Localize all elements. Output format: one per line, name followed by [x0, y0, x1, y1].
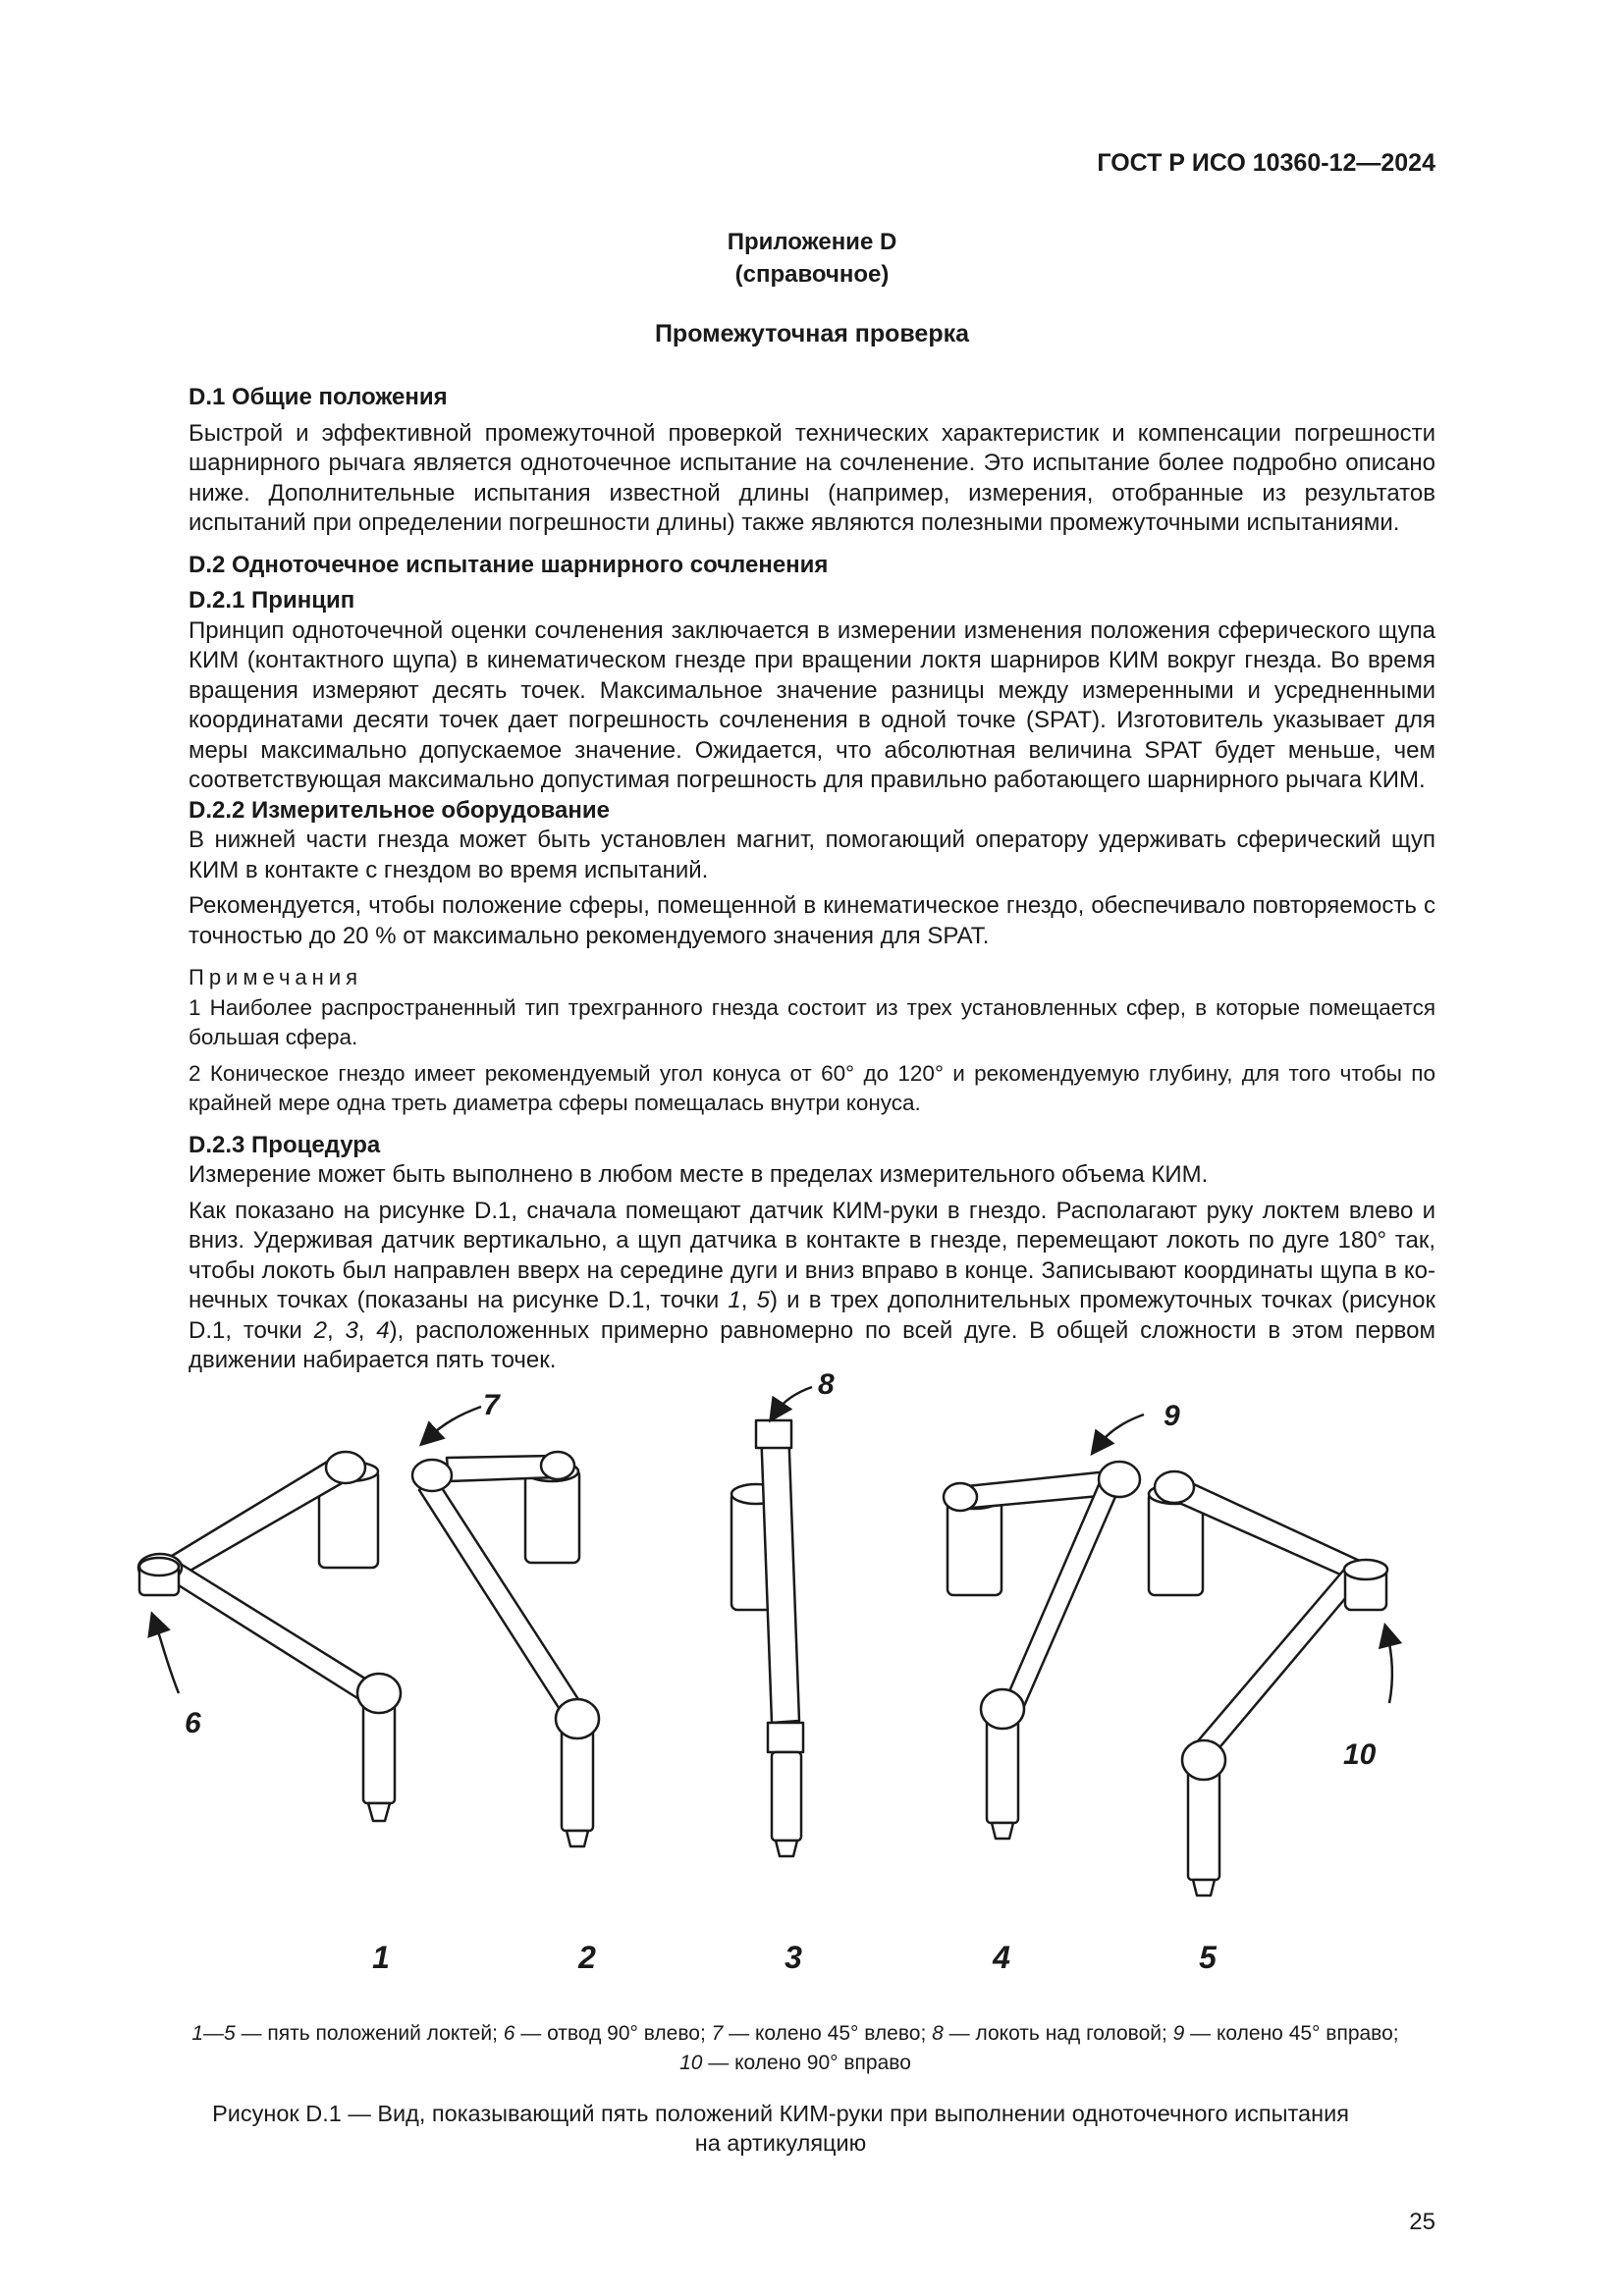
figure-d1-arm-positions [128, 1368, 1463, 1988]
page-number: 25 [1409, 2209, 1435, 2235]
paragraph-d22-2: Рекомендуется, чтобы положение сферы, помещенной в кинематическое гнездо, обеспечивало повторяемость с точностью до 20 % от максимально рекомендуемого значения для SPAT. [189, 892, 1435, 949]
figure-legend [108, 2019, 1483, 2078]
annex-type: (справочное) [734, 261, 890, 288]
paragraph-d21: Принцип одноточечной оценки сочленения заключается в измерении изменения положения сферического щупа КИМ (контактного щупа) в кинематическом гнезде при вращении локтя шарниров КИМ вокруг гнезда. Во время вращения измеряют десять точек. Максимальное значение разницы между измеренными и усредненными координатами десяти точек дает погрешность сочленения в одной точке (SPAT). Изготовитель указывает для меры максимально допускаемое значение. Ожидается, что абсолютная величина SPAT будет меньше, чем соответствующая максимально допустимая погрешность для правильно работающего шарнирного рычага КИМ. [189, 616, 1435, 793]
position-label-5: 5 [1199, 1940, 1217, 1975]
position-label-4: 4 [993, 1940, 1010, 1975]
standard-code: ГОСТ Р ИСО 10360-12—2024 [1097, 149, 1435, 177]
figure-caption-line-1: Рисунок D.1 — Вид, показывающий пять положений КИМ-руки при выполнении одноточечного испытания [212, 2101, 1349, 2126]
callout-arrow-6 [155, 1623, 179, 1693]
paragraph-d1: Быстрой и эффективной промежуточной проверкой технических характеристик и компенсации погрешности шарнирного рычага является одноточечное испытание на сочленение. Это испытание более подробно описано ниже. Дополнительные испытания известной длины (например, измерения, отобранные из результатов испытаний при определении погрешности длины) также являются полезными промежуточными испытаниями. [189, 419, 1435, 536]
arm-position-4 [944, 1462, 1140, 1839]
callout-9: 9 [1164, 1400, 1180, 1432]
section-heading-d2: D.2 Одноточечное испытание шарнирного сочленения [189, 551, 829, 578]
position-label-1: 1 [372, 1940, 390, 1975]
annex-label: Приложение D [727, 229, 897, 255]
annex-title: Промежуточная проверка [654, 320, 970, 347]
arm-position-5 [1149, 1471, 1387, 1896]
paragraph-d23-2: Как показано на рисунке D.1, сначала помещают датчик КИМ-руки в гнездо. Располагают руку локтем влево и вниз. Удерживая датчик вертикально, а щуп датчика в контакте в гнезде, перемещают локоть по дуге 180° так, чтобы локоть был направлен вверх на середине дуги и вниз вправо в конце. Записывают координаты щупа в конечных точках (показаны на рисунке D.1, точки 1, 5) и в трех дополнительных промежуточных точках (рисунок D.1, точки 2, 3, 4), расположенных примерно равномерно по всей дуге. В общей сложности в этом первом движении набирается пять точек. [189, 1197, 1436, 1373]
section-heading-d21: D.2.1 Принцип [189, 587, 355, 614]
document-body [189, 383, 1435, 1376]
paragraph-d23-1: Измерение может быть выполнено в любом месте в пределах измерительного объема КИМ. [189, 1161, 1209, 1188]
notes-heading: Примечания [189, 965, 363, 989]
arm-position-1 [138, 1452, 401, 1821]
section-heading-d22: D.2.2 Измерительное оборудование [189, 796, 610, 824]
callout-10: 10 [1343, 1738, 1377, 1771]
note-1: 1 Наиболее распространенный тип трехгранного гнезда состоит из трех установленных сфер, в которые помещается большая сфера. [189, 994, 1435, 1049]
callout-arrow-9 [1098, 1415, 1144, 1446]
annex-header [0, 226, 1624, 291]
callout-arrow-10 [1387, 1634, 1392, 1703]
position-label-2: 2 [578, 1940, 596, 1975]
callout-7: 7 [483, 1389, 500, 1421]
figure-caption-line-2: на артикуляцию [694, 2130, 867, 2156]
note-2: 2 Коническое гнездо имеет рекомендуемый угол конуса от 60° до 120° и рекомендуемую глубину, для того чтобы по крайней мере одна треть диаметра сферы помещалась внутри конуса. [189, 1060, 1435, 1115]
arm-position-3 [731, 1420, 803, 1856]
figure-caption [147, 2099, 1414, 2158]
callout-arrow-7 [428, 1407, 481, 1438]
callout-6: 6 [185, 1707, 201, 1739]
section-heading-d23: D.2.3 Процедура [189, 1131, 381, 1158]
arm-position-2 [412, 1452, 599, 1846]
position-label-3: 3 [785, 1940, 802, 1975]
paragraph-d22-1: В нижней части гнезда может быть установлен магнит, помогающий оператору удерживать сферический щуп КИМ в контакте с гнездом во время испытаний. [189, 827, 1435, 883]
figure-legend-line-2: 10 — колено 90° вправо [679, 2052, 911, 2074]
section-heading-d1: D.1 Общие положения [189, 384, 448, 410]
figure-legend-line-1: 1—5 — пять положений локтей; 6 — отвод 90° влево; 7 — колено 45° влево; 8 — локоть над головой; 9 — колено 45° вправо; [191, 2022, 1399, 2045]
callout-8: 8 [818, 1368, 835, 1401]
callout-arrow-8 [776, 1387, 812, 1413]
